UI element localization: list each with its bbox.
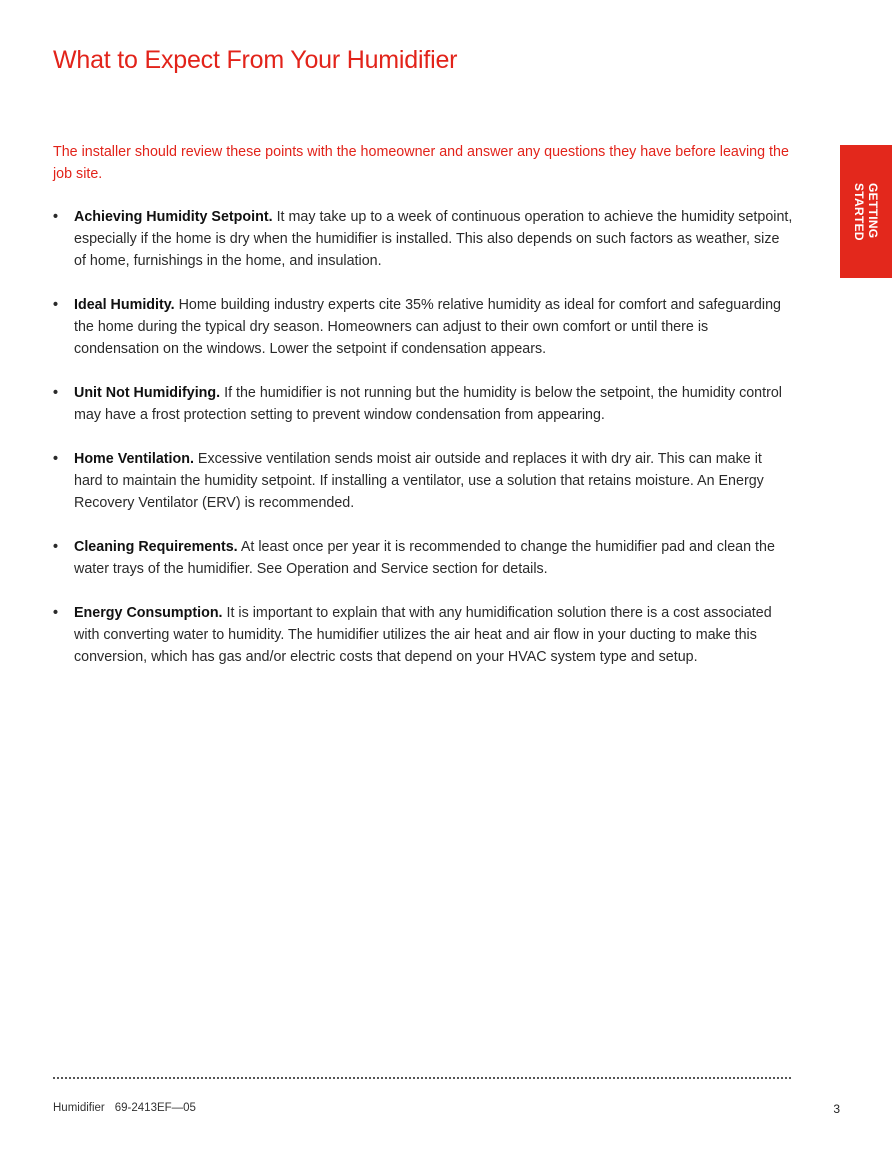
section-tab-label: GETTING STARTED <box>852 182 880 241</box>
bullet-icon: • <box>53 605 59 621</box>
list-item <box>53 536 793 580</box>
list-item <box>53 448 793 514</box>
expectations-list <box>53 206 793 690</box>
bullet-icon: • <box>53 451 59 467</box>
section-tab-getting-started[interactable] <box>840 145 892 278</box>
bullet-icon: • <box>53 297 59 313</box>
page-number: 3 <box>833 1102 840 1116</box>
footer-product: Humidifier <box>53 1102 105 1114</box>
list-item <box>53 602 793 668</box>
list-item-text: Home building industry experts cite 35% relative humidity as ideal for comfort and safeguarding the home during the typical dry season. Homeowners can adjust to their own comfort or until there is condensation on the windows. Lower the setpoint if condensation appears. <box>74 297 781 357</box>
bullet-icon: • <box>53 385 59 401</box>
footer-doc-number: 69-2413EF—05 <box>114 1102 196 1114</box>
list-item <box>53 382 793 426</box>
list-item-heading: Unit Not Humidifying. <box>74 385 221 401</box>
list-item <box>53 294 793 360</box>
intro-paragraph: The installer should review these points with the homeowner and answer any questions they have before leaving the job site. <box>53 144 789 182</box>
list-item <box>53 206 793 272</box>
footer-doc-info <box>53 1102 196 1114</box>
footer-divider <box>53 1077 791 1079</box>
list-item-text: It is important to explain that with any humidification solution there is a cost associated with converting water to humidity. The humidifier utilizes the air heat and air flow in your ducting to make this conversion, which has gas and/or electric costs that depend on your HVAC system type and setup. <box>74 605 772 665</box>
bullet-icon: • <box>53 539 59 555</box>
list-item-text: At least once per year it is recommended to change the humidifier pad and clean the water trays of the humidifier. See Operation and Service section for details. <box>74 539 775 577</box>
list-item-heading: Achieving Humidity Setpoint. <box>74 209 273 225</box>
list-item-text: If the humidifier is not running but the humidity is below the setpoint, the humidity control may have a frost protection setting to prevent window condensation from appearing. <box>74 385 782 423</box>
list-item-text: Excessive ventilation sends moist air outside and replaces it with dry air. This can make it hard to maintain the humidity setpoint. If installing a ventilator, use a solution that retains moisture. An Energy Recovery Ventilator (ERV) is recommended. <box>74 451 764 511</box>
list-item-heading: Energy Consumption. <box>74 605 223 621</box>
list-item-heading: Ideal Humidity. <box>74 297 175 313</box>
page-title: What to Expect From Your Humidifier <box>53 46 458 74</box>
list-item-text: It may take up to a week of continuous operation to achieve the humidity setpoint, especially if the home is dry when the humidifier is installed. This also depends on such factors as weather, size of home, furnishings in the home, and insulation. <box>74 209 793 269</box>
list-item-heading: Cleaning Requirements. <box>74 539 238 555</box>
list-item-heading: Home Ventilation. <box>74 451 194 467</box>
bullet-icon: • <box>53 209 59 225</box>
